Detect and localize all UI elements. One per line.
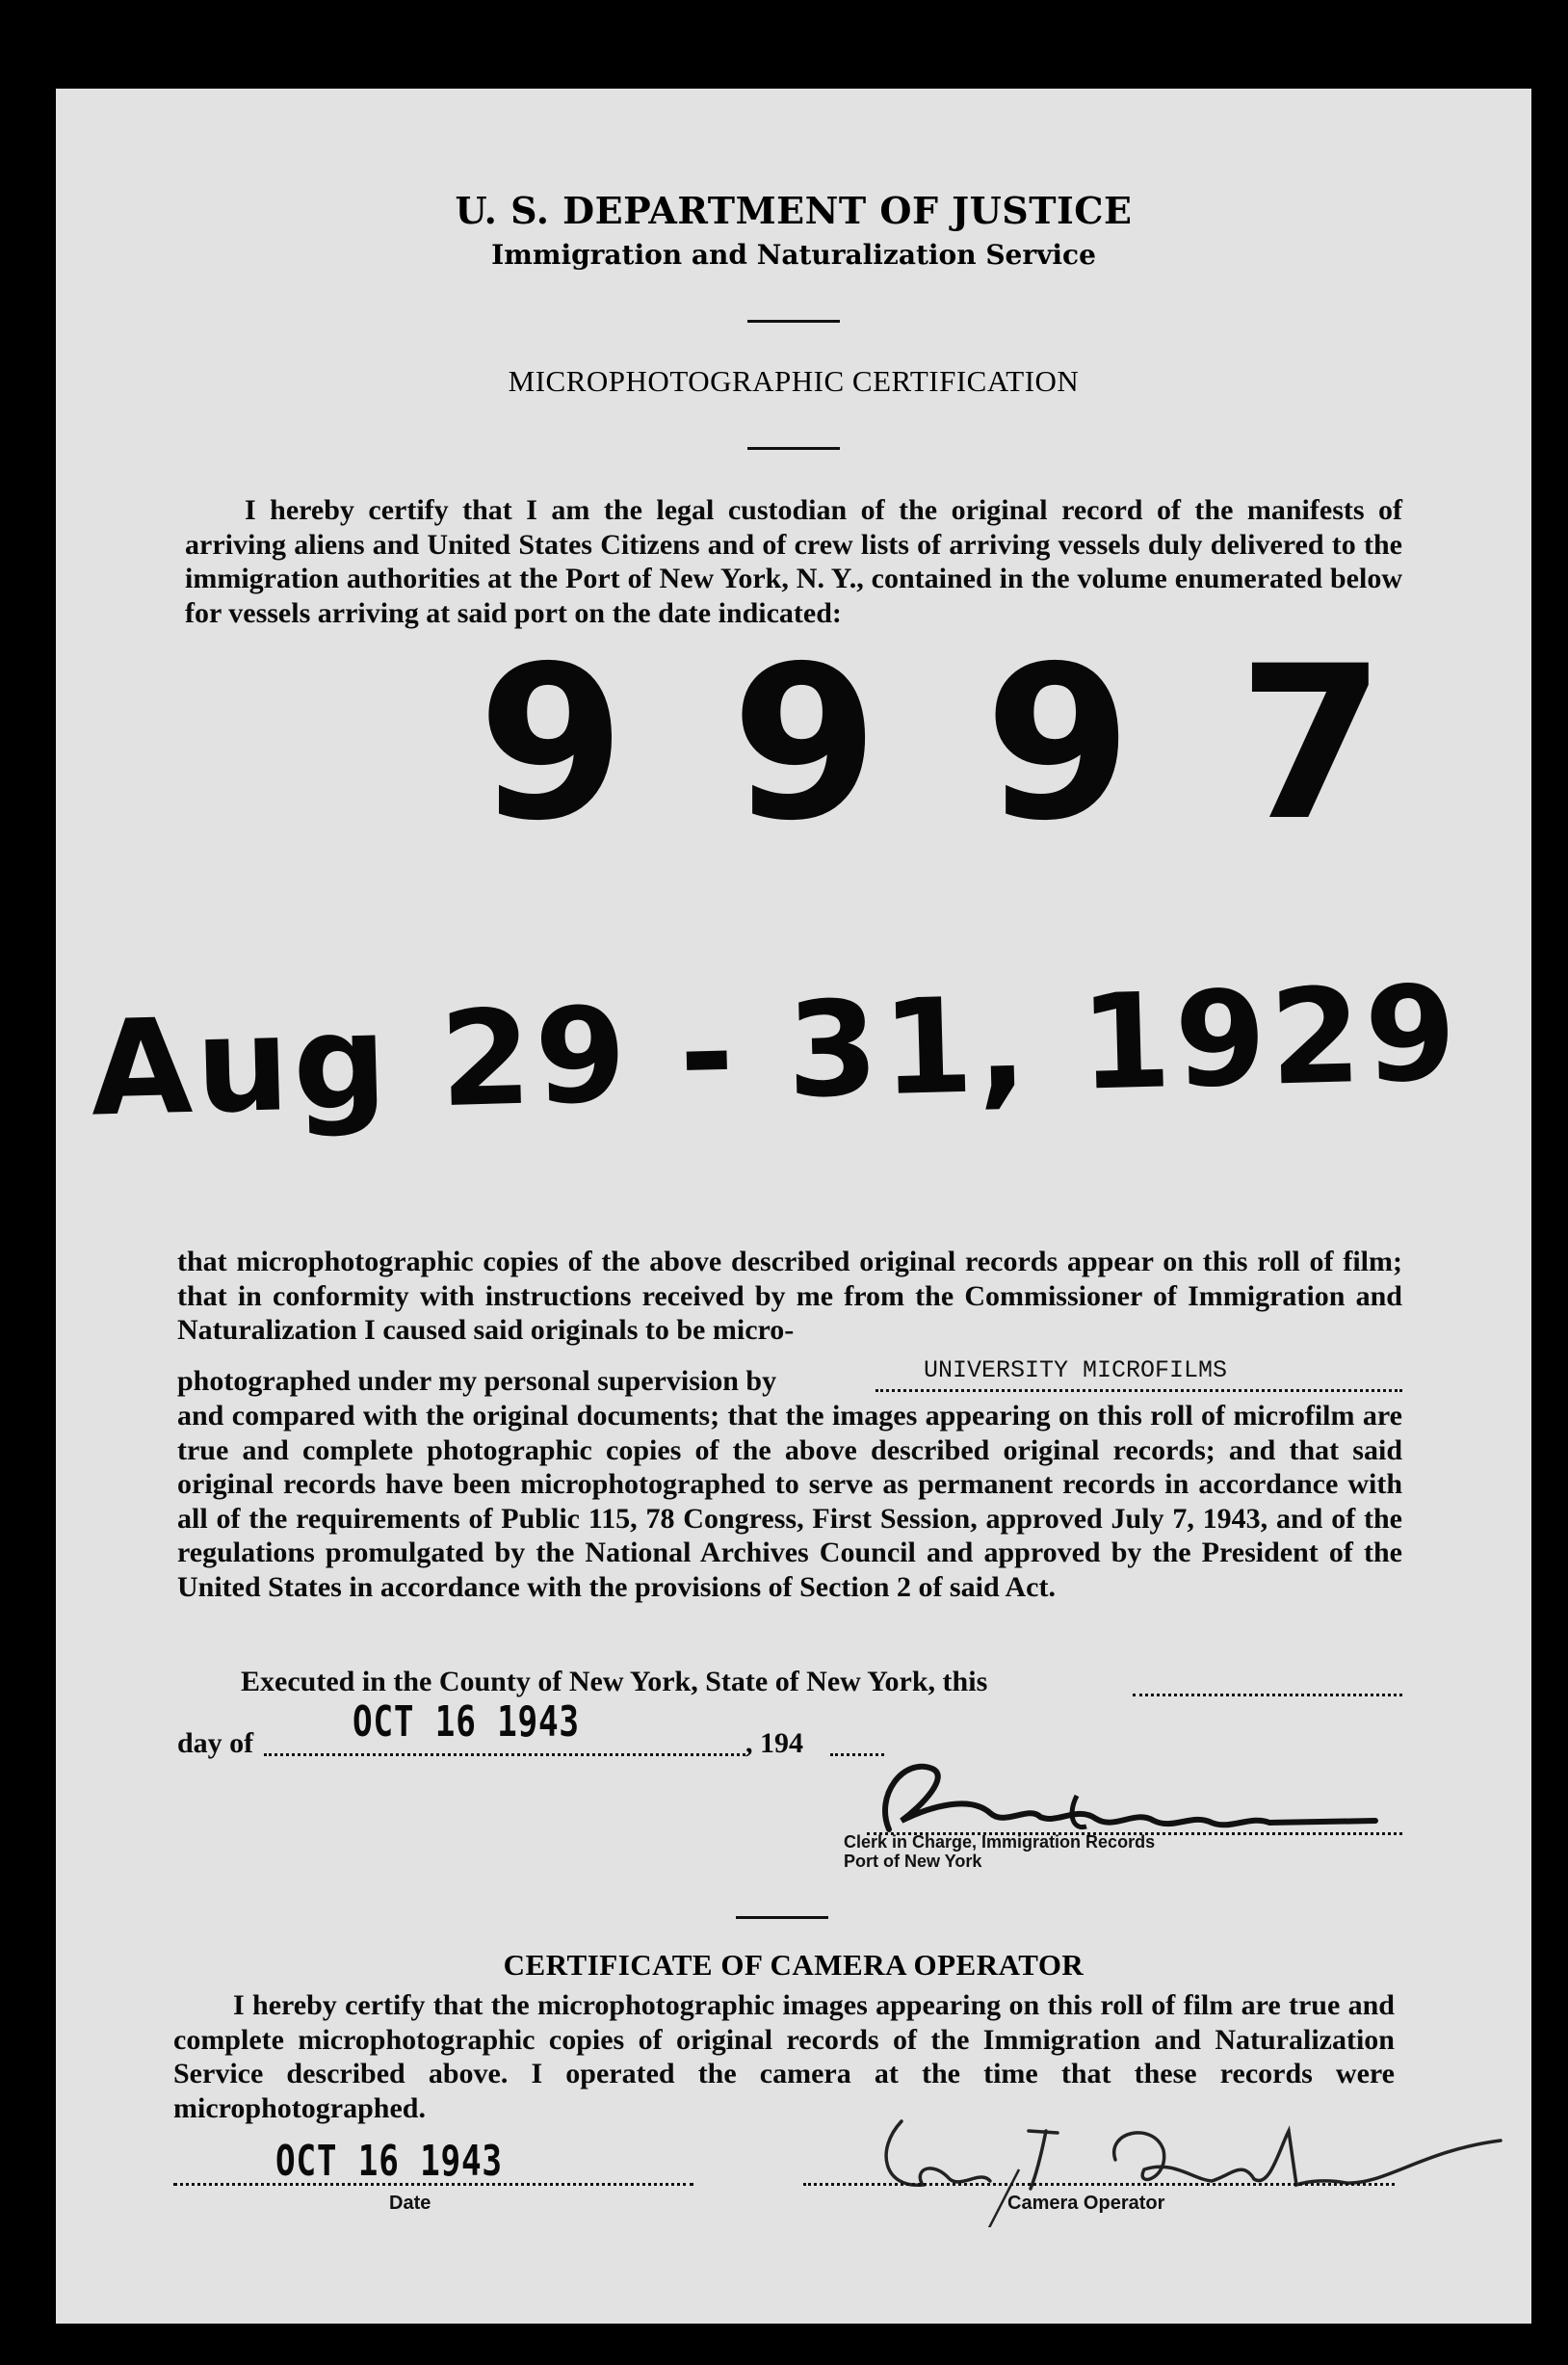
department-heading: U. S. DEPARTMENT OF JUSTICE — [455, 189, 1133, 232]
divider-rule — [747, 320, 840, 323]
handwritten-volume-number: 9997 — [478, 620, 1492, 867]
camera-date-stamp: OCT 16 1943 — [275, 2137, 503, 2186]
certification-title: MICROPHOTOGRAPHIC CERTIFICATION — [508, 364, 1080, 398]
day-of-label: day of — [177, 1727, 254, 1759]
camera-operator-signature — [826, 2092, 1520, 2227]
handwritten-date-range: Aug 29 - 31, 1929 — [89, 958, 1462, 1146]
camera-operator-line — [803, 2177, 1395, 2186]
service-heading: Immigration and Naturalization Service — [491, 239, 1096, 271]
camera-operator-paragraph: I hereby certify that the microphotographic images appearing on this roll of film are true and complete microphotographic copies of original records of the Immigration and Naturalization Service described above. I operated the camera at the time that these records were microphotographed. — [173, 1989, 1395, 2124]
camera-operator-title: CERTIFICATE OF CAMERA OPERATOR — [503, 1948, 1085, 1982]
body-paragraph-part-2: and compared with the original documents; that the images appearing on this roll of microfilm are true and complete photographic copies of the above described original records; and that said original records have been microphotographed to serve as permanent records in accordance with all of the requirements of Public 115, 78 Congress, First Session, approved July 7, 1943, and of the regulations promulgated by the National Archives Council and approved by the President of the United States in accordance with the provisions of Section 2 of said Act. — [177, 1400, 1402, 1603]
executed-text: Executed in the County of New York, State of New York, this — [241, 1666, 988, 1697]
camera-operator-label: Camera Operator — [1007, 2193, 1165, 2214]
camera-date-label: Date — [389, 2193, 431, 2214]
contractor-field — [875, 1356, 1402, 1392]
divider-rule — [747, 447, 840, 450]
executed-day-field — [1133, 1669, 1402, 1696]
divider-rule — [736, 1916, 828, 1919]
contractor-name: UNIVERSITY MICROFILMS — [924, 1356, 1228, 1384]
intro-paragraph: I hereby certify that I am the legal custodian of the original record of the manifests of arriving aliens and United States Citizens and of crew lists of arriving vessels duly delivered to the immigration authorities at the Port of New York, N. Y., contained in the volume enumerated below for vessels arriving at said port on the date indicated: — [185, 494, 1402, 629]
day-of-date-stamp: OCT 16 1943 — [353, 1697, 580, 1747]
camera-date-line — [173, 2177, 693, 2186]
supervision-line-label: photographed under my personal supervision by — [177, 1365, 777, 1397]
certificate-sheet — [56, 89, 1531, 2324]
clerk-title: Clerk in Charge, Immigration Records Port of New York — [844, 1832, 1156, 1871]
year-prefix: , 194 — [745, 1727, 803, 1759]
body-paragraph-part-1: that microphotographic copies of the above described original records appear on this roll of film; that in conformity with instructions received by me from the Commissioner of Immigration and Naturalization I caused said originals to be micro- — [177, 1246, 1402, 1346]
